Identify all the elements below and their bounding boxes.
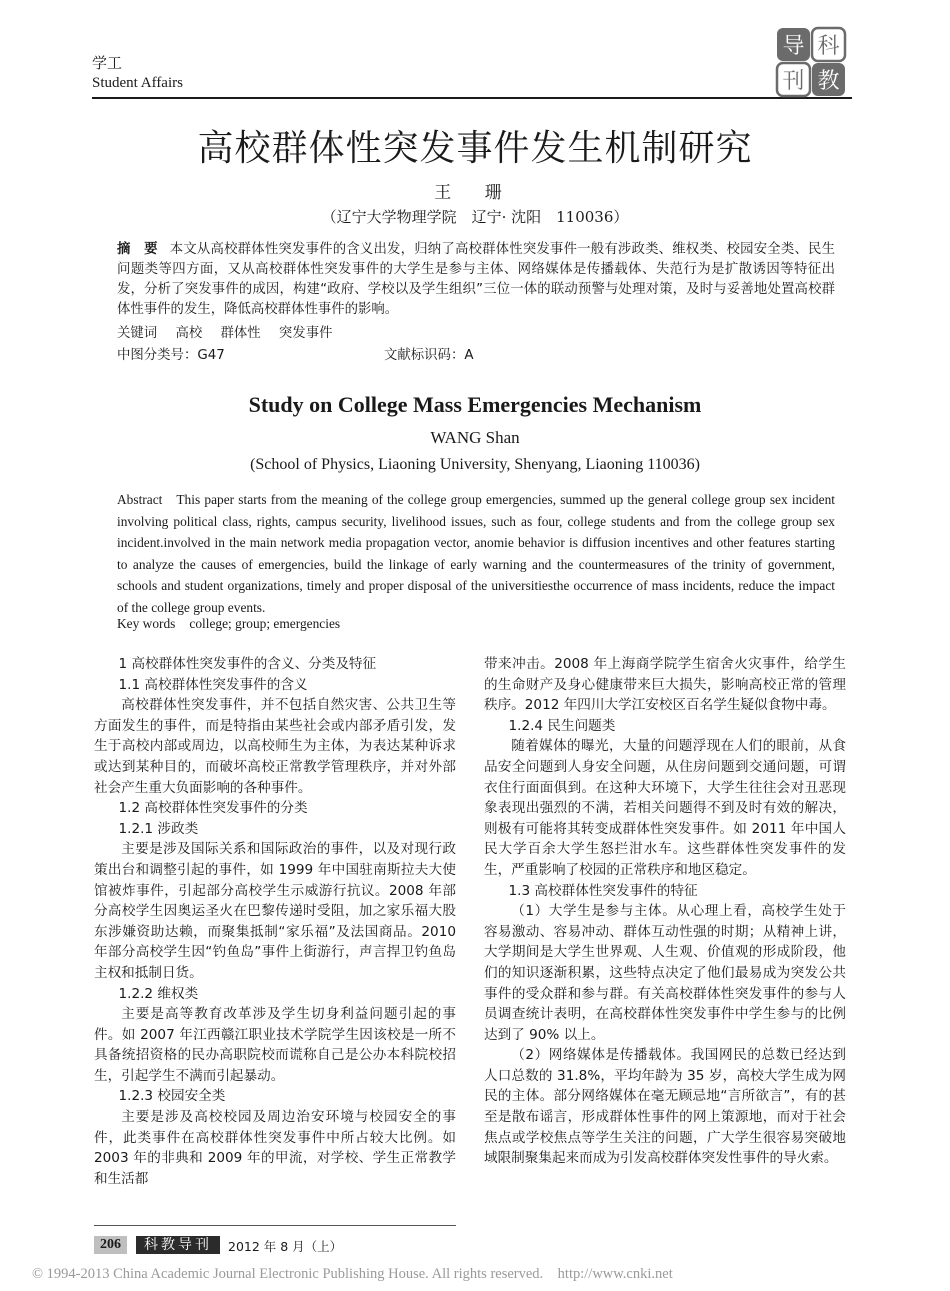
subsection-heading: 1.1 高校群体性突发事件的含义: [118, 676, 308, 693]
keyword-item: 突发事件: [278, 326, 333, 341]
keywords-cn-label: 关键词: [117, 326, 158, 341]
body-paragraph: 主要是高等教育改革涉及学生切身利益问题引起的事件。如 2007 年江西赣江职业技术学院学生因该校是一所不具备统招资格的民办高职院校而谎称自己是公办本科院校招生，引起学生不满而引起暴动。: [94, 1006, 456, 1084]
body-column-left: [94, 654, 456, 1189]
subsection-heading: 1.2.2 维权类: [118, 985, 199, 1002]
body-paragraph: 主要是涉及高校校园及周边治安环境与校园安全的事件，此类事件在高校群体性突发事件中所占较大比例。如 2003 年的非典和 2009 年的甲流，对学校、学生正常教学和生活都: [94, 1109, 456, 1187]
section-label-cn: 学工: [92, 54, 123, 72]
subsection-heading: 1.2 高校群体性突发事件的分类: [118, 800, 308, 817]
body-paragraph: （2）网络媒体是传播载体。我国网民的总数已经达到人口总数的 31.8%，平均年龄为 35 岁，高校大学生成为网民的主体。部分网络媒体在毫无顾忌地“言所欲言”，有的甚至是散布谣言，形成群体性事件的网上策源地，而对于社会焦点或学校焦点等学生关注的问题，广大学生很容易突破地域限制聚集起来而成为引发高校群体突发性事件的导火索。: [484, 1047, 846, 1167]
subsection-heading: 1.2.1 涉政类: [118, 820, 199, 837]
section-label-en: Student Affairs: [92, 75, 183, 91]
keywords-en-text: college; group; emergencies: [189, 616, 341, 631]
body-paragraph: 主要是涉及国际关系和国际政治的事件，以及对现行政策出台和调整引起的事件，如 1999 年中国驻南斯拉夫大使馆被炸事件，引起部分高校学生示威游行抗议。2008 年部分高校学生因奥运圣火在巴黎传递时受阻，加之家乐福大股东涉嫌资助达赖，而聚集抵制“家乐福”及法国商品。2010 年部分高校学生因“钓鱼岛”事件上街游行，声言捍卫钓鱼岛主权和抵制日货。: [94, 841, 456, 981]
keyword-item: 群体性: [220, 326, 261, 341]
keywords-en: [117, 616, 340, 632]
abstract-cn: [117, 240, 835, 320]
keywords-cn: [117, 322, 346, 341]
body-paragraph: （1）大学生是参与主体。从心理上看，高校学生处于容易激动、容易冲动、群体互动性强的时期；从精神上讲，大学期间是大学生世界观、人生观、价值观的形成阶段，他们的知识逐渐积累，这些特点决定了他们最易成为突发公共事件的受众群和参与群。有关高校群体性突发事件的参与人员调查统计表明，在高校群体性突发事件中学生参与的比例达到了 90% 以上。: [484, 903, 846, 1043]
subsection-heading: 1.2.3 校园安全类: [118, 1088, 226, 1105]
english-affiliation: (School of Physics, Liaoning University, Shenyang, Liaoning 110036): [250, 456, 700, 473]
article-title: 高校群体性突发事件发生机制研究: [197, 128, 753, 169]
keywords-en-label: Key words: [117, 616, 176, 631]
logo-char-3: 刊: [782, 69, 805, 94]
header-divider: [92, 97, 852, 99]
author-affiliation: （辽宁大学物理学院 辽宁· 沈阳 110036）: [321, 208, 629, 226]
classification-number: 中图分类号：G47: [117, 348, 225, 363]
author-name: 王 珊: [434, 183, 516, 203]
document-code: 文献标识码：A: [384, 348, 474, 363]
keyword-item: 高校: [175, 326, 203, 341]
subsection-heading: 1.2.4 民生问题类: [508, 717, 616, 734]
body-paragraph: 随着媒体的曝光，大量的问题浮现在人们的眼前，从食品安全问题到人身安全问题，从住房问题到交通问题，可谓衣住行面面俱到。在这种大环境下，大学生往往会对丑恶现象表现出强烈的不满，若相关问题得不到及时有效的解决，则极有可能将其转变成群体性突发事件。如 2011 年中国人民大学百余大学生怒拦泔水车。这些群体性突发事件的发生，严重影响了校园的正常秩序和地区稳定。: [484, 738, 846, 878]
body-paragraph: 高校群体性突发事件，并不包括自然灾害、公共卫生等方面发生的事件，而是特指由某些社会或内部矛盾引发，发生于高校内部或周边，以高校师生为主体，为表达某种诉求或达到某种目的，而破坏高校正常教学管理秩序，并对外部社会产生重大负面影响的各种事件。: [94, 697, 456, 796]
body-column-right: [484, 654, 846, 1169]
abstract-cn-label: 摘 要: [117, 242, 158, 257]
body-paragraph-continued: 带来冲击。2008 年上海商学院学生宿舍火灾事件，给学生的生命财产及身心健康带来巨大损失，影响高校正常的管理秩序。2012 年四川大学江安校区百名学生疑似食物中毒。: [484, 656, 846, 714]
abstract-en-label: Abstract: [117, 492, 163, 507]
footer-divider: [94, 1225, 456, 1226]
section-heading: 1 高校群体性突发事件的含义、分类及特征: [118, 656, 377, 672]
abstract-cn-text: 本文从高校群体性突发事件的含义出发，归纳了高校群体性突发事件一般有涉政类、维权类、校园安全类、民生问题类等四方面，又从高校群体性突发事件的大学生是参与主体、网络媒体是传播载体、失范行为是扩散诱因等特征出发，分析了突发事件的成因，构建“政府、学校以及学生组织”三位一体的联动预警与处理对策，及时与妥善地处置高校群体性事件的发生，降低高校群体性事件的影响。: [117, 242, 836, 317]
english-title: Study on College Mass Emergencies Mechanism: [248, 392, 702, 417]
logo-char-1: 导: [782, 34, 805, 59]
abstract-en: [117, 489, 835, 618]
issue-date: 2012 年 8 月（上）: [228, 1239, 343, 1254]
page-number: 206: [94, 1236, 127, 1254]
journal-logo: [775, 26, 847, 98]
logo-char-2: 科: [817, 34, 840, 59]
journal-name-badge: 科教导刊: [136, 1236, 220, 1254]
english-author: WANG Shan: [430, 428, 520, 447]
copyright-watermark: © 1994-2013 China Academic Journal Electronic Publishing House. All rights reserved. http://www.cnki.net: [32, 1266, 673, 1282]
abstract-en-text: This paper starts from the meaning of the college group emergencies, summed up the general college group sex incident involving political class, rights, campus security, livelihood issues, such as four, college students and from the college group sex incident.involved in the main network media propagation vector, anomie behavior is diffusion incentives and other features starting to analyze the causes of emergencies, build the linkage of early warning and the countermeasures of the trinity of government, schools and student organizations, timely and proper disposal of the universitiesthe occurrence of mass incidents, reduce the impact of the college group events.: [117, 492, 835, 615]
subsection-heading: 1.3 高校群体性突发事件的特征: [508, 882, 698, 899]
logo-char-4: 教: [817, 69, 840, 94]
